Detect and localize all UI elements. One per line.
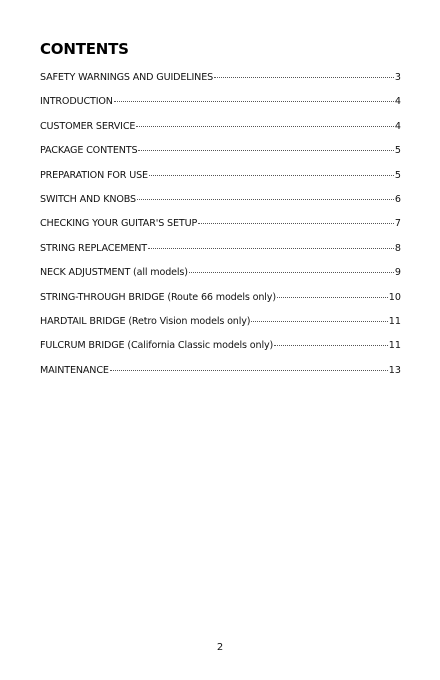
toc-entry-page: 10: [388, 291, 401, 303]
toc-leader-dots: [136, 126, 394, 127]
toc-entry-label: HARDTAIL BRIDGE (Retro Vision models only): [40, 315, 251, 327]
toc-entry-label: STRING REPLACEMENT: [40, 242, 148, 254]
toc-entry-introduction[interactable]: [40, 95, 401, 119]
toc-leader-dots: [214, 77, 394, 78]
toc-leader-dots: [251, 321, 387, 322]
toc-entry-page: 4: [394, 96, 401, 108]
toc-entry-page: 11: [388, 315, 401, 327]
toc-entry-page: 6: [394, 193, 401, 205]
toc-entry-label: CUSTOMER SERVICE: [40, 120, 136, 132]
toc-entry-neck-adjustment[interactable]: [40, 266, 401, 290]
table-of-contents: [40, 71, 401, 388]
toc-entry-page: 5: [394, 145, 401, 157]
toc-entry-label: PACKAGE CONTENTS: [40, 145, 138, 157]
toc-leader-dots: [198, 223, 394, 224]
toc-entry-hardtail-bridge[interactable]: [40, 315, 401, 339]
toc-entry-package-contents[interactable]: [40, 144, 401, 168]
toc-entry-label: SWITCH AND KNOBS: [40, 193, 136, 205]
toc-entry-switch-knobs[interactable]: [40, 193, 401, 217]
toc-entry-label: MAINTENANCE: [40, 364, 109, 376]
toc-entry-page: 13: [388, 364, 401, 376]
page-number: 2: [216, 642, 224, 653]
toc-entry-page: 5: [394, 169, 401, 181]
page-title: CONTENTS: [40, 40, 129, 58]
toc-leader-dots: [114, 101, 394, 102]
toc-entry-page: 7: [394, 218, 401, 230]
toc-entry-page: 8: [394, 242, 401, 254]
toc-entry-label: CHECKING YOUR GUITAR'S SETUP: [40, 218, 198, 230]
toc-leader-dots: [189, 272, 394, 273]
toc-leader-dots: [137, 199, 394, 200]
toc-leader-dots: [138, 150, 393, 151]
toc-leader-dots: [149, 175, 394, 176]
toc-entry-maintenance[interactable]: [40, 364, 401, 388]
toc-entry-label: STRING-THROUGH BRIDGE (Route 66 models only): [40, 291, 276, 303]
toc-entry-safety[interactable]: [40, 71, 401, 95]
toc-leader-dots: [274, 345, 388, 346]
toc-entry-customer-service[interactable]: [40, 120, 401, 144]
toc-entry-setup[interactable]: [40, 217, 401, 241]
toc-entry-page: 11: [388, 340, 401, 352]
toc-entry-page: 4: [394, 120, 401, 132]
toc-entry-fulcrum-bridge[interactable]: [40, 339, 401, 363]
toc-entry-page: 9: [394, 267, 401, 279]
toc-leader-dots: [110, 370, 388, 371]
toc-entry-label: INTRODUCTION: [40, 96, 113, 108]
toc-entry-string-replacement[interactable]: [40, 242, 401, 266]
toc-entry-string-through-bridge[interactable]: [40, 291, 401, 315]
toc-leader-dots: [277, 297, 388, 298]
toc-leader-dots: [148, 248, 394, 249]
toc-entry-label: SAFETY WARNINGS AND GUIDELINES: [40, 72, 214, 83]
toc-entry-label: NECK ADJUSTMENT (all models): [40, 267, 188, 279]
toc-entry-preparation[interactable]: [40, 169, 401, 193]
toc-entry-page: 3: [394, 72, 401, 83]
toc-entry-label: FULCRUM BRIDGE (California Classic models only): [40, 340, 274, 352]
toc-entry-label: PREPARATION FOR USE: [40, 169, 148, 181]
